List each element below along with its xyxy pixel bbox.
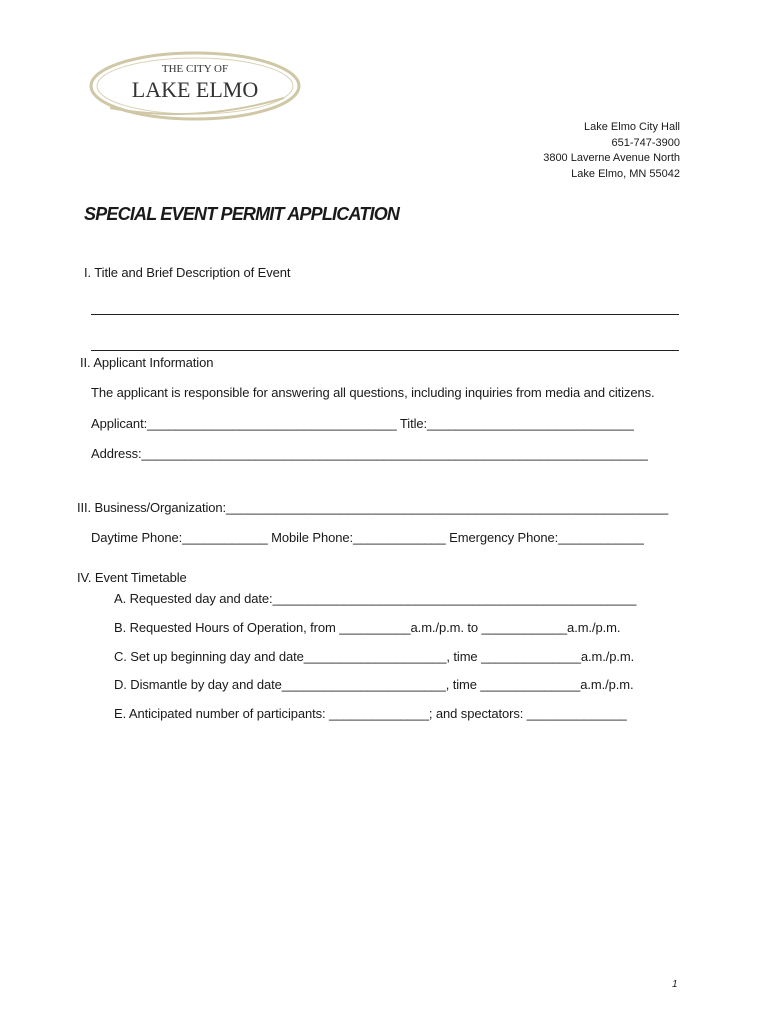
timetable-item-e[interactable]: E. Anticipated number of participants: ______________; and spectators: ______________: [114, 706, 627, 721]
address-name: Lake Elmo City Hall: [584, 121, 680, 133]
applicant-note: The applicant is responsible for answering all questions, including inquiries from media and citizens.: [91, 385, 655, 400]
address-street: 3800 Laverne Avenue North: [543, 152, 680, 164]
address-field[interactable]: Address:_______________________________________________________________________: [91, 446, 648, 461]
section-1-heading: I. Title and Brief Description of Event: [84, 265, 291, 280]
timetable-item-b[interactable]: B. Requested Hours of Operation, from __________a.m./p.m. to ____________a.m./p.m.: [114, 620, 621, 635]
address-city: Lake Elmo, MN 55042: [571, 167, 680, 180]
page-title: SPECIAL EVENT PERMIT APPLICATION: [84, 204, 400, 224]
section-4-heading: IV. Event Timetable: [77, 570, 187, 585]
description-line-1[interactable]: [91, 314, 679, 315]
logo-emblem: [88, 50, 302, 122]
description-line-2[interactable]: [91, 350, 679, 351]
svg-text:THE CITY OF: THE CITY OF: [161, 63, 229, 75]
city-logo: [88, 50, 302, 122]
timetable-item-d[interactable]: D. Dismantle by day and date_______________________, time ______________a.m./p.m.: [114, 677, 634, 692]
applicant-title-field[interactable]: Applicant:___________________________________ Title:_____________________________: [91, 416, 634, 431]
phone-fields[interactable]: Daytime Phone:____________ Mobile Phone:_____________ Emergency Phone:____________: [91, 530, 644, 545]
page-number: 1: [672, 979, 678, 990]
timetable-item-c[interactable]: C. Set up beginning day and date____________________, time ______________a.m./p.m.: [114, 649, 635, 664]
timetable-item-a[interactable]: A. Requested day and date:___________________________________________________: [114, 591, 637, 606]
svg-text:LAKE ELMO: LAKE ELMO: [131, 77, 259, 102]
address-phone: 651-747-3900: [611, 136, 680, 149]
business-field[interactable]: III. Business/Organization:______________________________________________________________: [77, 500, 669, 515]
section-2-heading: II. Applicant Information: [80, 355, 214, 370]
